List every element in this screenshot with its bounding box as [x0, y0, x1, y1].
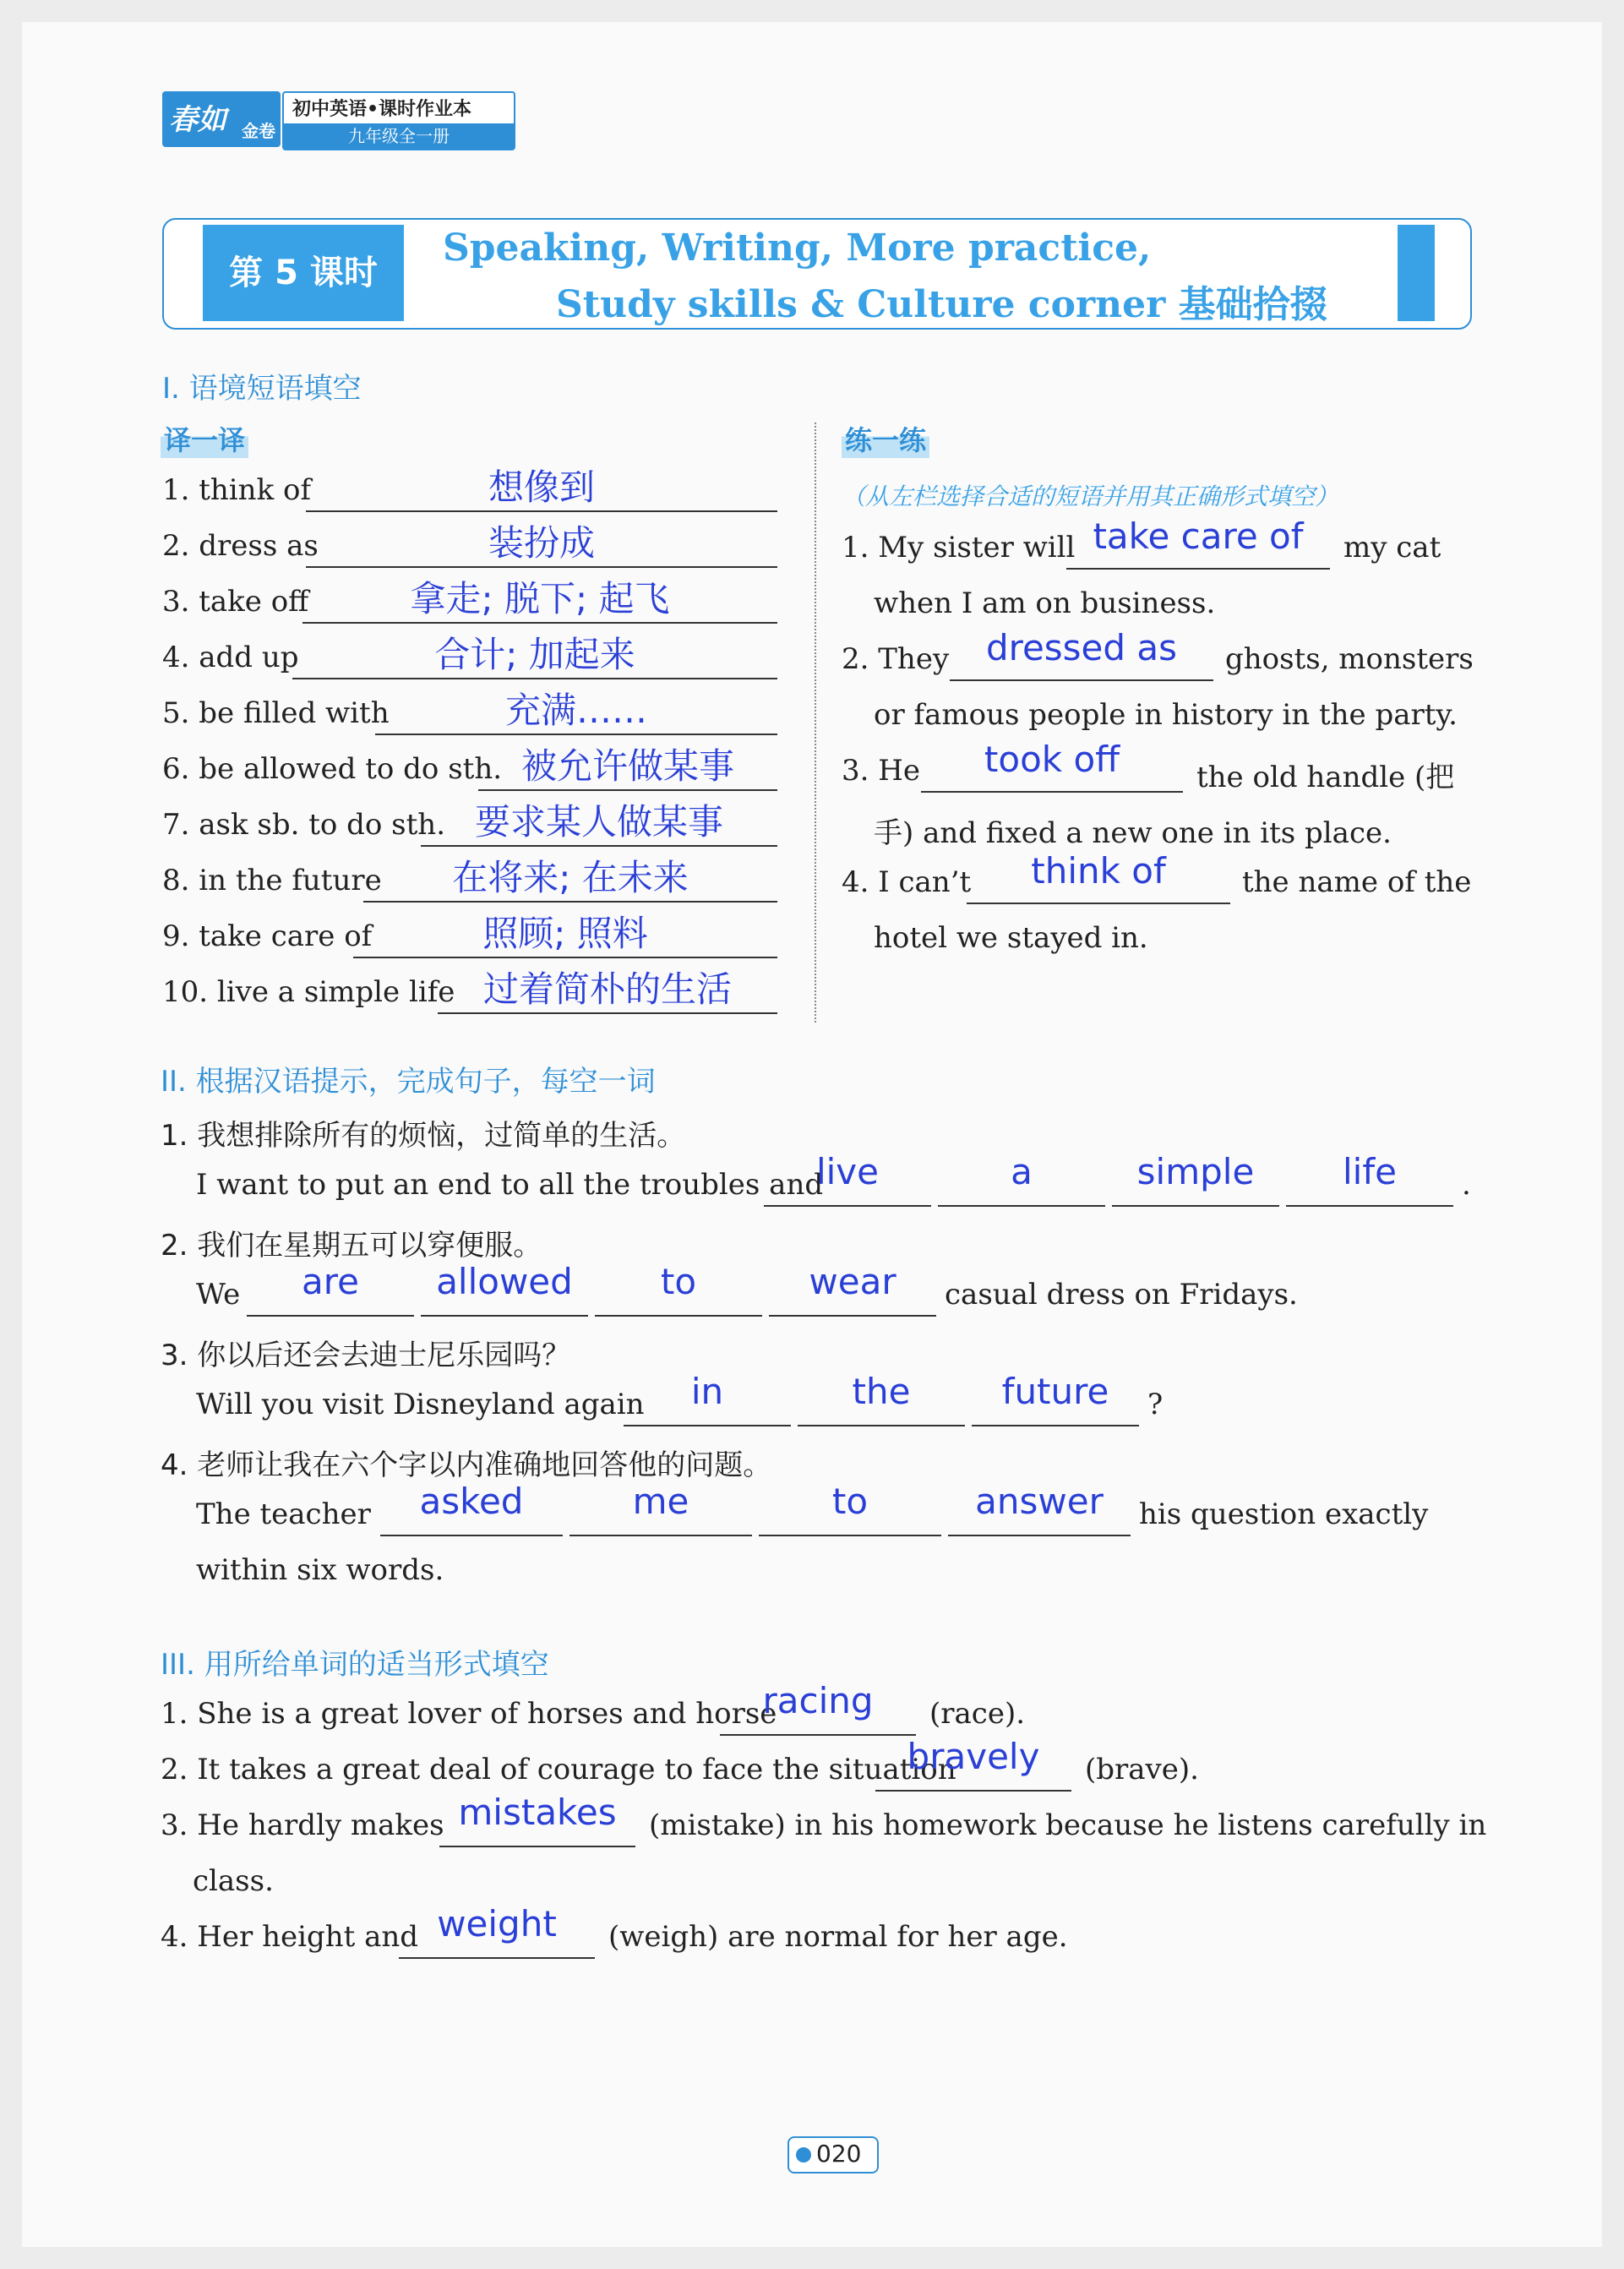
- answer-blank: [950, 679, 1213, 681]
- book-title: 初中英语•课时作业本: [292, 99, 472, 120]
- answer-blank: [769, 1315, 936, 1317]
- lesson-title-line1: Speaking, Writing, More practice,: [443, 226, 1152, 270]
- phrase-prompt: 2. dress as: [162, 529, 319, 563]
- book-grade: 九年级全一册: [284, 123, 514, 149]
- page-dot-icon: [796, 2147, 811, 2163]
- answer-blank: [439, 1846, 635, 1847]
- phrase-prompt: 3. take off: [162, 585, 309, 619]
- handwritten-answer: bravely: [907, 1736, 1040, 1777]
- sentence-end: (race).: [929, 1697, 1026, 1731]
- answer-blank: [967, 903, 1230, 904]
- answer-blank: [1066, 568, 1330, 570]
- sentence-end: the old handle (把: [1196, 761, 1455, 794]
- sentence-start: 3. He: [842, 754, 921, 788]
- sentence-continuation: within six words.: [196, 1553, 444, 1587]
- handwritten-answer: are: [302, 1261, 359, 1302]
- answer-blank: [380, 1535, 563, 1536]
- sentence-continuation: hotel we stayed in.: [874, 921, 1148, 955]
- answer-blank: [948, 1535, 1131, 1536]
- publisher-logo: [162, 91, 281, 147]
- answer-blank: [1286, 1205, 1453, 1207]
- section1-title: I. 语境短语填空: [162, 372, 362, 406]
- answer-blank: [764, 1205, 931, 1207]
- sentence-continuation: class.: [193, 1864, 274, 1898]
- answer-blank: [921, 791, 1183, 793]
- sentence-end: the name of the: [1242, 865, 1472, 899]
- handwritten-answer: wear: [809, 1261, 896, 1302]
- sentence-end: (weigh) are normal for her age.: [608, 1920, 1068, 1954]
- answer-blank: [938, 1205, 1105, 1207]
- answer-blank: [595, 1315, 762, 1317]
- handwritten-answer: take care of: [1093, 515, 1304, 557]
- phrase-prompt: 4. add up: [162, 641, 299, 674]
- sentence-start: 1. She is a great lover of horses and horse: [161, 1697, 777, 1731]
- sentence-start: 4. Her height and: [161, 1920, 419, 1954]
- sentence-end: ghosts, monsters: [1225, 642, 1474, 676]
- handwritten-answer: answer: [975, 1481, 1104, 1522]
- handwritten-answer: took off: [984, 739, 1120, 780]
- answer-blank: [353, 957, 777, 958]
- practice-instruction: （从左栏选择合适的短语并用其正确形式填空）: [842, 483, 1339, 510]
- phrase-prompt: 1. think of: [162, 473, 312, 507]
- answer-blank: [798, 1425, 965, 1426]
- phrase-prompt: 6. be allowed to do sth.: [162, 752, 503, 786]
- sentence-end: his question exactly: [1139, 1497, 1429, 1531]
- handwritten-answer: weight: [437, 1903, 557, 1944]
- handwritten-answer: 过着简朴的生活: [482, 968, 732, 1010]
- answer-blank: [375, 734, 777, 735]
- answer-blank: [292, 678, 777, 679]
- phrase-prompt: 7. ask sb. to do sth.: [162, 808, 446, 842]
- sentence-continuation: 手) and fixed a new one in its place.: [874, 816, 1392, 850]
- handwritten-answer: think of: [1031, 850, 1166, 892]
- section3-title: III. 用所给单词的适当形式填空: [161, 1648, 549, 1682]
- chinese-prompt: 2. 我们在星期五可以穿便服。: [161, 1229, 542, 1263]
- book-label: [282, 91, 515, 150]
- sentence-start: 4. I can’t: [842, 865, 972, 899]
- phrase-prompt: 5. be filled with: [162, 696, 390, 730]
- handwritten-answer: 想像到: [488, 466, 595, 508]
- sentence-end: (mistake) in his homework because he listens carefully in: [649, 1808, 1487, 1842]
- lesson-title-line2: Study skills & Culture corner 基础拾掇: [556, 283, 1327, 326]
- sentence-start: 2. They: [842, 642, 950, 676]
- sentence-start: 1. My sister will: [842, 531, 1076, 565]
- answer-blank: [302, 622, 777, 624]
- handwritten-answer: 合计; 加起来: [434, 634, 635, 675]
- phrase-prompt: 10. live a simple life: [162, 975, 455, 1009]
- answer-blank: [1112, 1205, 1279, 1207]
- sentence-continuation: when I am on business.: [874, 586, 1216, 620]
- translate-heading: 译一译: [161, 419, 248, 458]
- section2-title: II. 根据汉语提示，完成句子，每空一词: [161, 1065, 656, 1099]
- handwritten-answer: to: [831, 1481, 869, 1522]
- handwritten-answer: live: [815, 1151, 880, 1192]
- phrase-prompt: 9. take care of: [162, 919, 373, 953]
- answer-blank: [421, 845, 777, 847]
- lesson-banner: [162, 218, 1472, 330]
- sentence-start: 3. He hardly makes: [161, 1808, 444, 1842]
- handwritten-answer: to: [660, 1261, 697, 1302]
- answer-blank: [399, 1957, 595, 1959]
- sentence-start: The teacher: [196, 1497, 371, 1531]
- answer-blank: [247, 1315, 414, 1317]
- answer-blank: [306, 566, 777, 568]
- sentence-continuation: or famous people in history in the party.: [874, 698, 1458, 732]
- handwritten-answer: 在将来; 在未来: [452, 857, 689, 898]
- logo-text: 春如: [169, 103, 226, 137]
- sentence-end: .: [1462, 1168, 1471, 1202]
- handwritten-answer: mistakes: [458, 1792, 617, 1833]
- handwritten-answer: life: [1343, 1151, 1397, 1192]
- handwritten-answer: in: [690, 1371, 724, 1412]
- handwritten-answer: 充满……: [504, 690, 647, 731]
- handwritten-answer: the: [852, 1371, 911, 1412]
- handwritten-answer: 照顾; 照料: [482, 913, 648, 954]
- answer-blank: [438, 1012, 777, 1014]
- chinese-prompt: 3. 你以后还会去迪士尼乐园吗？: [161, 1339, 571, 1372]
- handwritten-answer: 被允许做某事: [520, 745, 734, 787]
- handwritten-answer: racing: [762, 1680, 874, 1721]
- practice-heading: 练一练: [842, 419, 929, 458]
- handwritten-answer: 要求某人做某事: [474, 801, 723, 843]
- sentence-start: Will you visit Disneyland again: [196, 1388, 645, 1421]
- answer-blank: [421, 1315, 588, 1317]
- handwritten-answer: future: [1001, 1371, 1109, 1412]
- sentence-start: I want to put an end to all the troubles and: [196, 1168, 824, 1202]
- banner-accent: [1398, 225, 1435, 321]
- handwritten-answer: me: [632, 1481, 689, 1522]
- answer-blank: [363, 901, 777, 903]
- handwritten-answer: a: [1011, 1151, 1033, 1192]
- page-number-text: 020: [816, 2140, 862, 2168]
- handwritten-answer: 拿走; 脱下; 起飞: [410, 578, 670, 619]
- sentence-end: casual dress on Fridays.: [945, 1278, 1298, 1312]
- column-divider: [815, 423, 816, 1023]
- handwritten-answer: dressed as: [985, 627, 1178, 668]
- handwritten-answer: simple: [1136, 1151, 1255, 1192]
- answer-blank: [759, 1535, 941, 1536]
- answer-blank: [478, 789, 777, 791]
- sentence-start: We: [196, 1278, 241, 1312]
- chinese-prompt: 4. 老师让我在六个字以内准确地回答他的问题。: [161, 1448, 772, 1482]
- answer-blank: [972, 1425, 1139, 1426]
- answer-blank: [569, 1535, 752, 1536]
- sentence-end: (brave).: [1085, 1753, 1199, 1786]
- sentence-end: ?: [1147, 1388, 1164, 1421]
- handwritten-answer: asked: [419, 1481, 524, 1522]
- answer-blank: [875, 1790, 1071, 1792]
- answer-blank: [306, 510, 777, 512]
- logo-sub: 金卷: [242, 121, 275, 141]
- lesson-number: 第 5 课时: [229, 254, 378, 292]
- sentence-end: my cat: [1343, 531, 1441, 565]
- handwritten-answer: allowed: [436, 1261, 573, 1302]
- chinese-prompt: 1. 我想排除所有的烦恼，过简单的生活。: [161, 1119, 686, 1153]
- phrase-prompt: 8. in the future: [162, 864, 382, 897]
- page-number: [787, 2136, 879, 2174]
- answer-blank: [624, 1425, 791, 1426]
- sentence-start: 2. It takes a great deal of courage to face the situation: [161, 1753, 956, 1786]
- handwritten-answer: 装扮成: [488, 522, 595, 564]
- lesson-badge: [203, 225, 404, 321]
